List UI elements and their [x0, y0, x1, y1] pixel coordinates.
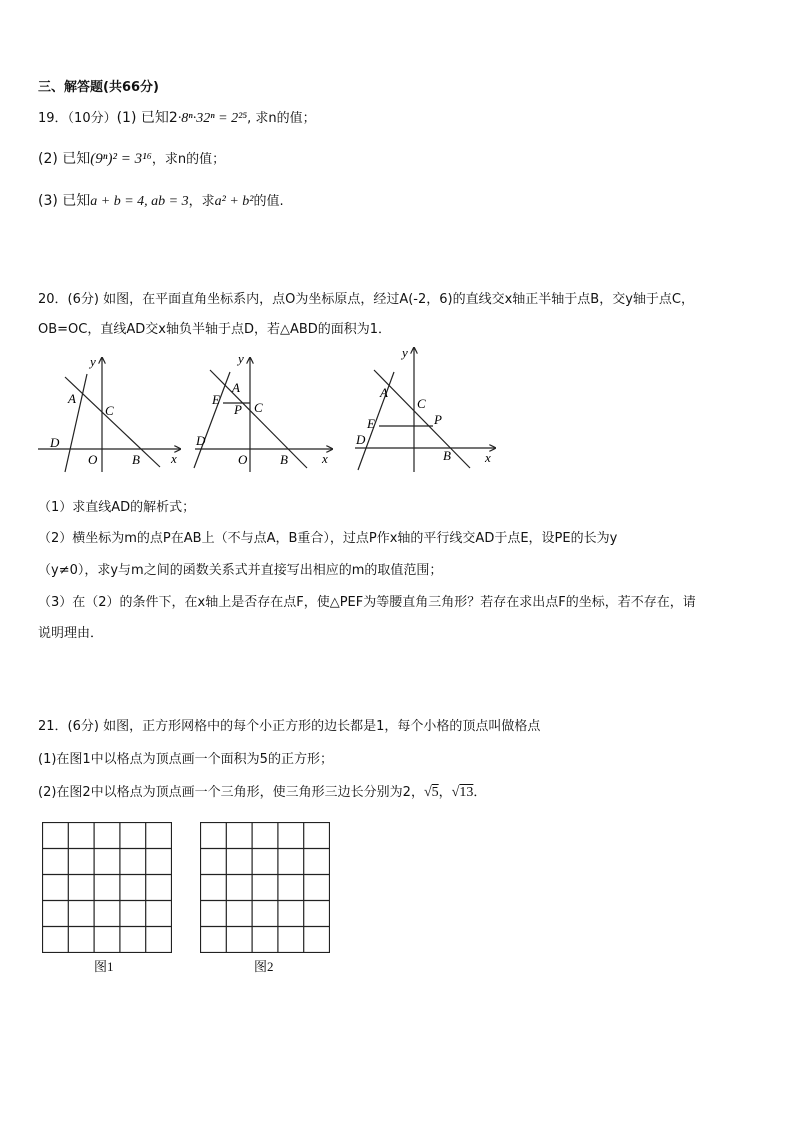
label-d: D [356, 432, 366, 447]
q19-part3-expression2: a² + b² [214, 194, 254, 209]
label-a: A [68, 391, 76, 406]
q20-line2: OB=OC，直线AD交x轴负半轴于点D，若△ABD的面积为1． [38, 322, 392, 337]
q19-part3-middle: ，求 [188, 194, 215, 209]
label-b: B [280, 452, 288, 467]
label-c: C [105, 403, 114, 418]
label-y: y [238, 351, 244, 366]
label-p: P [434, 412, 442, 427]
line-ab [210, 370, 307, 468]
line-ab [374, 370, 470, 468]
q19-line1 [38, 110, 316, 128]
q19-line2 [38, 150, 225, 168]
q21-grid-1 [42, 822, 172, 953]
fig2-caption: 图2 [254, 959, 274, 974]
label-a: A [232, 380, 240, 395]
label-o: O [238, 452, 248, 467]
q20-sub2-line1: （2）横坐标为m的点P在AB上（不与点A，B重合），过点P作x轴的平行线交AD于点E，设PE的长为y [38, 531, 618, 546]
q21-line3 [38, 785, 486, 802]
q20-figure-1 [35, 350, 185, 475]
q20-sub3-line1: （3）在（2）的条件下，在x轴上是否存在点F，使△PEF为等腰直角三角形？若存在求出点F的坐标，若不存在，请 [38, 595, 696, 610]
q19-part2-suffix: ，求n的值； [151, 152, 226, 167]
q20-line1: 20．(6分) 如图，在平面直角坐标系内，点O为坐标原点，经过A(-2，6)的直线交x轴正半轴于点B，交y轴于点C， [38, 292, 694, 307]
q19-part1-suffix: , 求n的值； [247, 111, 316, 126]
q19-part1-prefix: (1) 已知2 [116, 110, 178, 126]
label-d: D [50, 435, 60, 450]
label-p: P [234, 402, 242, 417]
q19-part3-prefix: (3) 已知 [38, 193, 91, 209]
label-y: y [90, 354, 96, 369]
q21-line2: (1)在图1中以格点为顶点画一个面积为5的正方形； [38, 752, 333, 767]
q21-line3-suffix: ． [473, 785, 487, 800]
label-x: x [171, 451, 177, 466]
label-e: E [212, 392, 220, 407]
q19-part2-prefix: (2) 已知 [38, 151, 91, 167]
label-d: D [196, 433, 206, 448]
section-heading: 三、解答题(共66分) [38, 80, 159, 95]
label-a: A [380, 385, 388, 400]
label-e: E [367, 416, 375, 431]
line-ad [358, 372, 394, 470]
q20-sub3-line2: 说明理由． [38, 626, 104, 641]
line-ab [65, 377, 160, 467]
q21-line3-prefix: (2)在图2中以格点为顶点画一个三角形，使三角形三边长分别为2， [38, 785, 424, 800]
sqrt13-radicand: 13 [459, 785, 474, 800]
q20-figure-2 [192, 350, 342, 475]
q20-sub2-line2: （y≠0），求y与m之间的函数关系式并直接写出相应的m的取值范围； [38, 563, 443, 578]
sqrt13: √13 [451, 785, 474, 800]
q19-part3-expression: a + b = 4, ab = 3 [90, 194, 189, 209]
label-x: x [485, 450, 491, 465]
q20-figure-3 [352, 342, 502, 472]
fig1-caption: 图1 [94, 959, 114, 974]
q21-separator: ， [438, 785, 452, 800]
q19-line3 [38, 193, 284, 211]
label-c: C [417, 396, 426, 411]
q21-line1: 21．(6分) 如图，正方形网格中的每个小正方形的边长都是1，每个小格的顶点叫做格点 [38, 719, 541, 734]
sqrt5: √5 [423, 785, 439, 800]
q21-grid-2 [200, 822, 330, 953]
sqrt5-radicand: 5 [431, 785, 439, 800]
q19-part1-expression: ·8ⁿ·32ⁿ = 2²⁵ [177, 111, 248, 126]
label-o: O [88, 452, 98, 467]
label-c: C [254, 400, 263, 415]
q19-part3-suffix: 的值. [253, 194, 284, 209]
line-ad [65, 374, 87, 472]
q19-part2-expression: (9ⁿ)² = 3¹⁶ [90, 151, 152, 167]
label-b: B [132, 452, 140, 467]
q19-number: 19．（10分） [38, 111, 117, 126]
label-x: x [322, 451, 328, 466]
label-y: y [402, 345, 408, 360]
q20-sub1: （1）求直线AD的解析式； [38, 500, 196, 515]
label-b: B [443, 448, 451, 463]
line-ad [194, 372, 230, 468]
